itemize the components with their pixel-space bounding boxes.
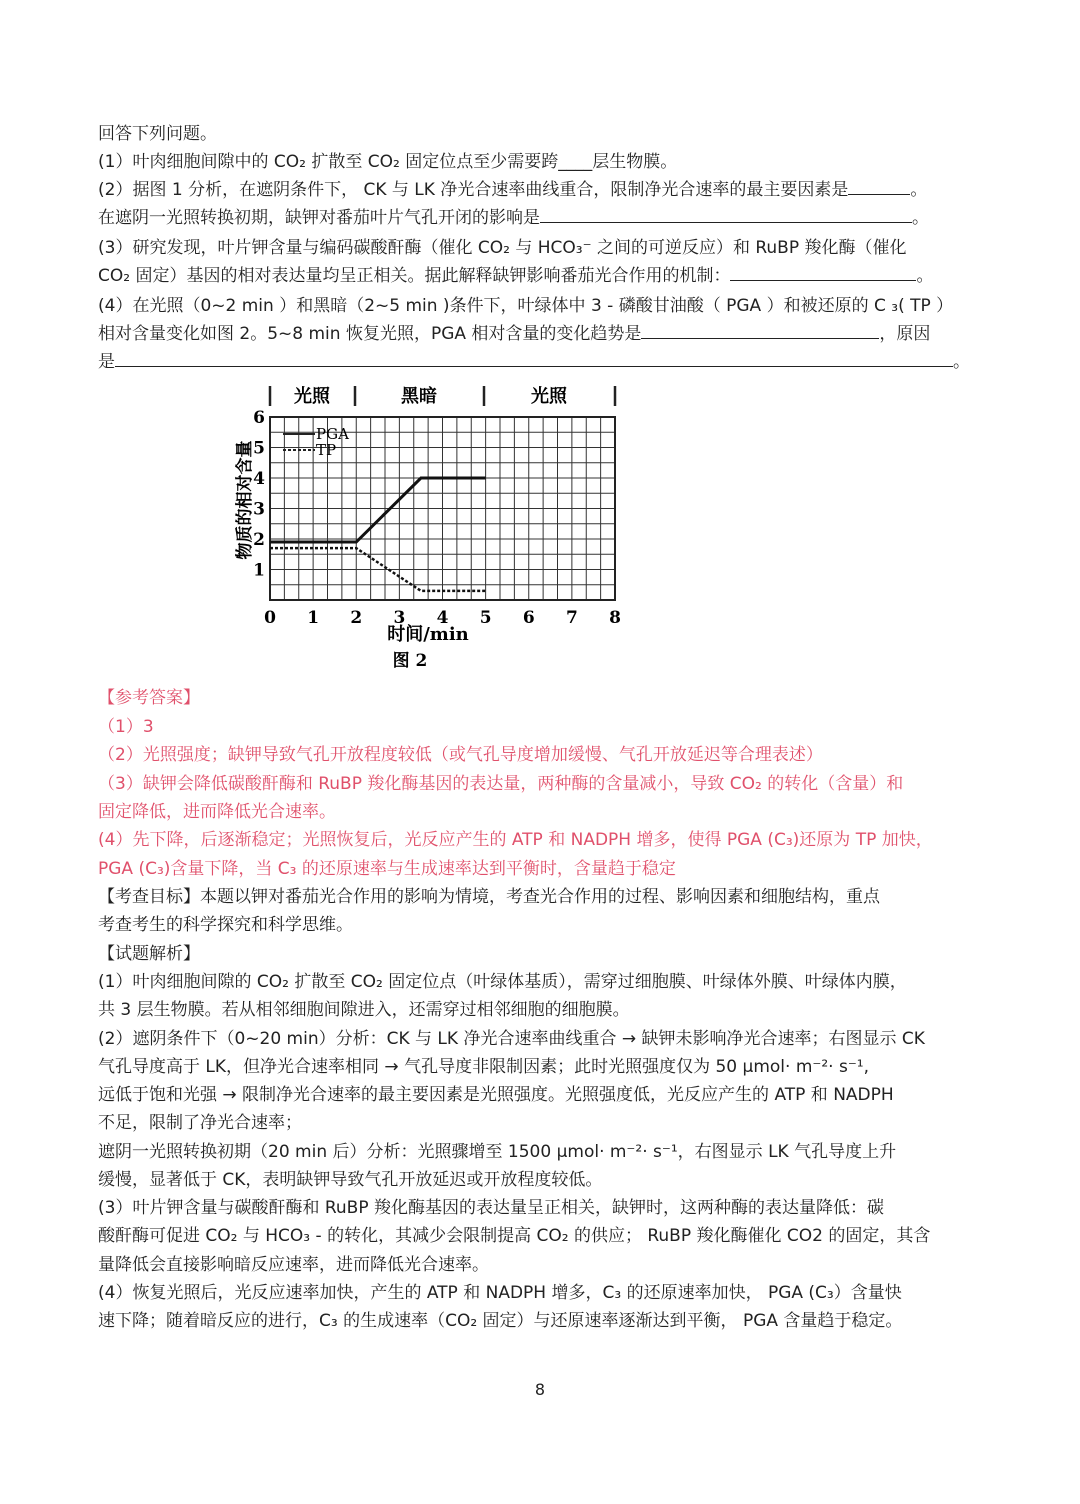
question-4-line-2 (98, 320, 984, 348)
answer-blank (730, 262, 916, 281)
question-3-line-2 (98, 262, 984, 290)
answer-4-line-1: (4）先下降，后逐渐稳定；光照恢复后，光反应产生的 ATP 和 NADPH 增多，使得 PGA (C₃)还原为 TP 加快， (98, 830, 933, 850)
answers-title: 【参考答案】 (98, 688, 200, 708)
chart-series (270, 478, 486, 591)
x-tick-label: 8 (609, 608, 621, 628)
analysis-2-line-6: 缓慢，显著低于 CK，表明缺钾导致气孔开放延迟或开放程度较低。 (98, 1170, 603, 1190)
answer-3-line-2: 固定降低，进而降低光合速率。 (98, 802, 336, 822)
analysis-3-line-3: 量降低会直接影响暗反应速率，进而降低光合速率。 (98, 1255, 489, 1275)
period: 。 (910, 180, 928, 200)
answer-1: （1）3 (98, 717, 154, 737)
x-tick-label: 4 (436, 608, 449, 628)
figure-2-chart (220, 378, 640, 678)
y-tick-label: 4 (253, 469, 265, 489)
question-2-line-1 (98, 176, 984, 204)
chart-phase-header (270, 385, 615, 407)
header-dark-label: 黑暗 (401, 386, 437, 407)
goal-line-1: 【考查目标】本题以钾对番茄光合作用的影响为情境，考查光合作用的过程、影响因素和细胞结构，重点 (98, 887, 880, 907)
goal-line-2: 考查考生的科学探究和科学思维。 (98, 915, 353, 935)
header-light-label-2: 光照 (531, 386, 567, 407)
question-4-line-3 (98, 348, 984, 376)
series-line-pga (270, 478, 486, 542)
x-tick-label: 2 (350, 608, 363, 628)
x-tick-label: 3 (393, 608, 406, 628)
header-light-label: 光照 (294, 386, 330, 407)
answer-2: （2）光照强度；缺钾导致气孔开放程度较低（或气孔导度增加缓慢、气孔开放延迟等合理表述） (98, 745, 823, 765)
answer-3-line-1: （3）缺钾会降低碳酸酐酶和 RuBP 羧化酶基因的表达量，两种酶的含量减小，导致 CO₂ 的转化（含量）和 (98, 774, 904, 794)
y-tick-label: 2 (253, 530, 265, 550)
question-4-text-3: 是 (98, 352, 115, 372)
answer-blank (115, 348, 953, 367)
analysis-1-line-1: (1）叶肉细胞间隙的 CO₂ 扩散至 CO₂ 固定位点（叶绿体基质），需穿过细胞膜、叶绿体外膜、叶绿体内膜， (98, 972, 907, 992)
y-tick-label: 6 (253, 408, 265, 428)
x-tick-label: 5 (479, 608, 492, 628)
x-tick-label: 0 (264, 608, 276, 628)
question-1: (1）叶肉细胞间隙中的 CO₂ 扩散至 CO₂ 固定位点至少需要跨____层生物膜。 (98, 152, 678, 172)
legend-pga-label: PGA (316, 425, 349, 443)
analysis-3-line-2: 酸酐酶可促进 CO₂ 与 HCO₃ - 的转化，其减少会限制提高 CO₂ 的供应； RuBP 羧化酶催化 CO2 的固定，其含 (98, 1226, 931, 1246)
analysis-2-line-4: 不足，限制了净光合速率； (98, 1113, 302, 1133)
y-tick-label: 5 (253, 438, 265, 459)
period: 。 (916, 266, 934, 286)
y-tick-label: 3 (253, 499, 265, 520)
analysis-3-line-1: (3）叶片钾含量与碳酸酐酶和 RuBP 羧化酶基因的表达量呈正相关，缺钾时，这两种酶的表达量降低：碳 (98, 1198, 884, 1218)
analysis-2-line-2: 气孔导度高于 LK，但净光合速率相同 → 气孔导度非限制因素；此时光照强度仅为 50 μmol· m⁻²· s⁻¹, (98, 1057, 870, 1077)
analysis-4-line-2: 速下降；随着暗反应的进行，C₃ 的生成速率（CO₂ 固定）与还原速率逐渐达到平衡， PGA 含量趋于稳定。 (98, 1311, 903, 1331)
answer-4-line-2: PGA (C₃)含量下降，当 C₃ 的还原速率与生成速率达到平衡时，含量趋于稳定 (98, 859, 676, 879)
analysis-4-line-1: (4）恢复光照后，光反应速率加快，产生的 ATP 和 NADPH 增多，C₃ 的还原速率加快， PGA (C₃）含量快 (98, 1283, 902, 1303)
question-2-line-2 (98, 204, 984, 232)
figure-caption: 图 2 (392, 651, 428, 671)
y-tick-label: 1 (253, 560, 265, 581)
question-3-text-2: CO₂ 固定）基因的相对表达量均呈正相关。据此解释缺钾影响番茄光合作用的机制： (98, 266, 731, 286)
answer-blank (540, 204, 912, 223)
page-number: 8 (534, 1380, 546, 1399)
x-tick-label: 6 (522, 608, 535, 628)
analysis-2-line-3: 远低于饱和光强 → 限制净光合速率的最主要因素是光照强度。光照强度低，光反应产生的 ATP 和 NADPH (98, 1085, 894, 1105)
x-tick-label: 1 (307, 608, 320, 628)
question-intro: 回答下列问题。 (98, 124, 217, 144)
analysis-2-line-1: (2）遮阴条件下（0~20 min）分析：CK 与 LK 净光合速率曲线重合 → 缺钾未影响净光合速率；右图显示 CK (98, 1029, 925, 1049)
period: 。 (953, 352, 970, 372)
question-2-text-2: 在遮阴一光照转换初期，缺钾对番茄叶片气孔开闭的影响是 (98, 208, 540, 228)
x-axis-label: 时间/min (387, 624, 469, 645)
question-2-text: (2）据图 1 分析，在遮阴条件下， CK 与 LK 净光合速率曲线重合，限制净光合速率的最主要因素是 (98, 180, 849, 200)
period: 。 (912, 208, 929, 228)
question-4-text-2: 相对含量变化如图 2。5~8 min 恢复光照，PGA 相对含量的变化趋势是 (98, 324, 642, 344)
x-tick-label: 7 (565, 608, 578, 628)
chart-axes (253, 408, 621, 628)
question-4-end: ，原因 (879, 324, 931, 344)
analysis-1-line-2: 共 3 层生物膜。若从相邻细胞间隙进入，还需穿过相邻细胞的细胞膜。 (98, 1000, 630, 1020)
analysis-2-line-5: 遮阴一光照转换初期（20 min 后）分析：光照骤增至 1500 μmol· m⁻²· s⁻¹，右图显示 LK 气孔导度上升 (98, 1142, 897, 1162)
question-4-line-1: (4）在光照（0~2 min ）和黑暗（2~5 min )条件下，叶绿体中 3 - 磷酸甘油酸（ PGA ）和被还原的 C ₃( TP ） (98, 296, 954, 316)
chart-legend (283, 425, 349, 459)
answer-blank (848, 176, 910, 195)
question-3-line-1: (3）研究发现，叶片钾含量与编码碳酸酐酶（催化 CO₂ 与 HCO₃⁻ 之间的可逆反应）和 RuBP 羧化酶（催化 (98, 238, 907, 258)
answer-blank (641, 320, 879, 339)
y-axis-label: 物质的相对含量 (235, 440, 255, 560)
analysis-title: 【试题解析】 (98, 944, 200, 964)
legend-tp-label: TP (316, 441, 337, 459)
